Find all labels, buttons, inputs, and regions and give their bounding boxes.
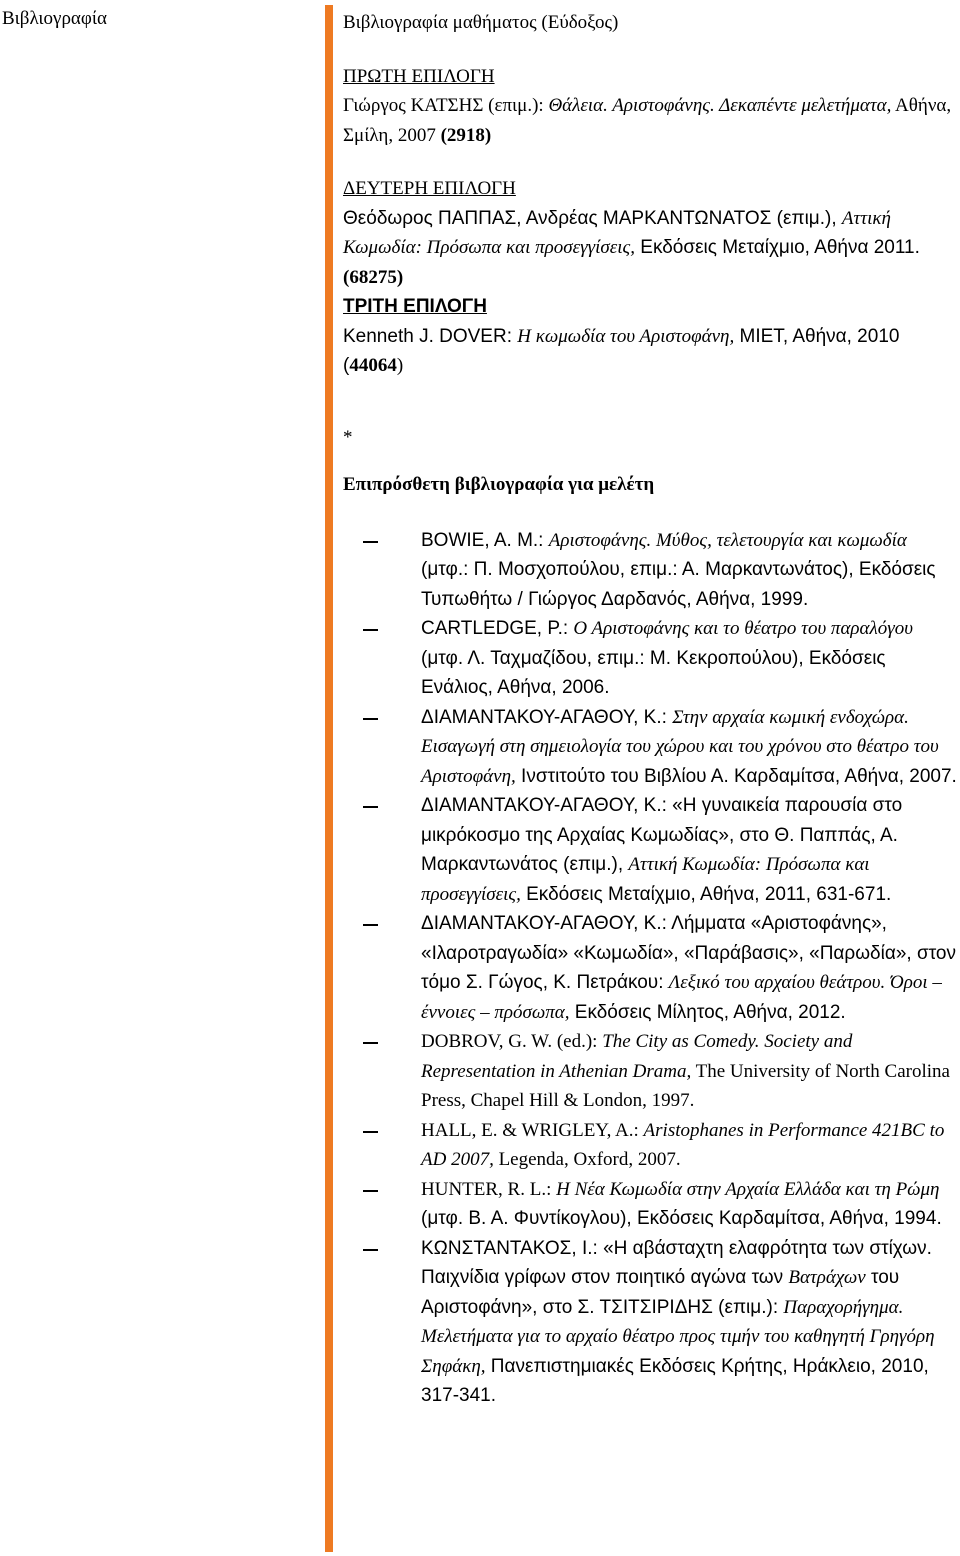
ref-code: (68275)	[343, 266, 404, 288]
list-item: HUNTER, R. L.: Η Νέα Κωμωδία στην Αρχαία Ελλάδα και τη Ρώμη (μτφ. Β. Α. Φυντίκογλου), Εκδόσεις Καρδαμίτσα, Αθήνα, 1994.	[343, 1175, 958, 1234]
list-item: BOWIE, A. M.: Αριστοφάνης. Μύθος, τελετουργία και κωμωδία (μτφ.: Π. Μοσχοπούλου, επιμ.: Α. Μαρκαντωνάτος), Εκδόσεις Τυπωθήτω / Γιώργος Δαρδανός, Αθήνα, 1999.	[343, 526, 958, 615]
ref-title: Θάλεια. Αριστοφάνης. Δεκαπέντε μελετήματα,	[548, 95, 892, 116]
ref-authors: Γιώργος ΚΑΤΣΗΣ (επιμ.):	[343, 95, 549, 116]
option-third	[343, 292, 958, 381]
option-label: ΠΡΩΤΗ ΕΠΙΛΟΓΗ	[343, 65, 495, 87]
list-item: ΔΙΑΜΑΝΤΑΚΟΥ-ΑΓΑΘΟΥ, Κ.: Λήμματα «Αριστοφάνης», «Ιλαροτραγωδία» «Κωμωδία», «Παράβασις», «Παρωδία», στον τόμο Σ. Γώγος, Κ. Πετράκου: Λεξικό του αρχαίου θεάτρου. Όροι – έννοιες – πρόσωπα, Εκδόσεις Μίλητος, Αθήνα, 2012.	[343, 909, 958, 1027]
ref-title: Η κωμωδία του Αριστοφάνη,	[517, 325, 735, 347]
ref-title: Αττική Κωμωδία: Πρόσωπα και προσεγγίσεις,	[343, 207, 891, 258]
list-item: HALL, E. & WRIGLEY, A.: Aristophanes in Performance 421BC to AD 2007, Legenda, Oxford, 2007.	[343, 1116, 958, 1175]
option-second	[343, 174, 958, 292]
option-first	[343, 62, 958, 151]
list-item: CARTLEDGE, P.: Ο Αριστοφάνης και το θέατρο του παραλόγου (μτφ. Λ. Ταχμαζίδου, επιμ.: Μ. Κεκροπούλου), Εκδόσεις Ενάλιος, Αθήνα, 2006.	[343, 614, 958, 703]
list-item: ΚΩΝΣΤΑΝΤΑΚΟΣ, Ι.: «Η αβάσταχτη ελαφρότητα των στίχων. Παιχνίδια γρίφων στον ποιητικό αγώνα των Βατράχων του Αριστοφάνη», στο Σ. ΤΣΙΤΣΙΡΙΔΗΣ (επιμ.): Παραχορήγημα. Μελετήματα για το αρχαίο θέατρο προς τιμήν του καθηγητή Γρηγόρη Σηφάκη, Πανεπιστημιακές Εκδόσεις Κρήτης, Ηράκλειο, 2010, 317-341.	[343, 1234, 958, 1411]
ref-code: 44064	[349, 355, 397, 376]
list-item: ΔΙΑΜΑΝΤΑΚΟΥ-ΑΓΑΘΟΥ, Κ.: «Η γυναικεία παρουσία στο μικρόκοσμο της Αρχαίας Κωμωδίας», στο Θ. Παππάς, Α. Μαρκαντωνάτος (επιμ.), Αττική Κωμωδία: Πρόσωπα και προσεγγίσεις, Εκδόσεις Μεταίχμιο, Αθήνα, 2011, 631-671.	[343, 791, 958, 909]
ref-publisher: Αθήνα, Σμίλη, 2007	[343, 95, 952, 146]
page-title: Βιβλιογραφία μαθήματος (Εύδοξος)	[343, 12, 619, 33]
reference-list	[343, 526, 958, 1411]
section-heading-bibliography: Βιβλιογραφία	[2, 8, 107, 29]
ref-close: )	[396, 355, 404, 376]
ref-code: (2918)	[440, 124, 492, 146]
additional-reading-heading: Επιπρόσθετη βιβλιογραφία για μελέτη	[343, 474, 655, 495]
option-label: ΤΡΙΤΗ ΕΠΙΛΟΓΗ	[343, 296, 487, 317]
column-divider	[325, 5, 333, 1552]
option-label: ΔΕΥΤΕΡΗ ΕΠΙΛΟΓΗ	[343, 178, 516, 199]
list-item: DOBROV, G. W. (ed.): The City as Comedy. Society and Representation in Athenian Drama, The University of North Carolina Press, Chapel Hill & London, 1997.	[343, 1027, 958, 1116]
main-column	[343, 8, 958, 1411]
list-item: ΔΙΑΜΑΝΤΑΚΟΥ-ΑΓΑΘΟΥ, Κ.: Στην αρχαία κωμική ενδοχώρα. Εισαγωγή στη σημειολογία του χώρου και του χρόνου στο θέατρο του Αριστοφάνη, Ινστιτούτο του Βιβλίου Α. Καρδαμίτσα, Αθήνα, 2007.	[343, 703, 958, 792]
ref-authors: Kenneth J. DOVER:	[343, 325, 518, 347]
separator-asterisk: *	[343, 426, 353, 448]
ref-publisher: Εκδόσεις Μεταίχμιο, Αθήνα 2011.	[635, 237, 920, 258]
ref-authors: Θεόδωρος ΠΑΠΠΑΣ, Ανδρέας ΜΑΡΚΑΝΤΩΝΑΤΟΣ (επιμ.),	[343, 207, 842, 229]
ref-publisher: ΜΙΕΤ, Αθήνα, 2010 (	[343, 325, 900, 376]
